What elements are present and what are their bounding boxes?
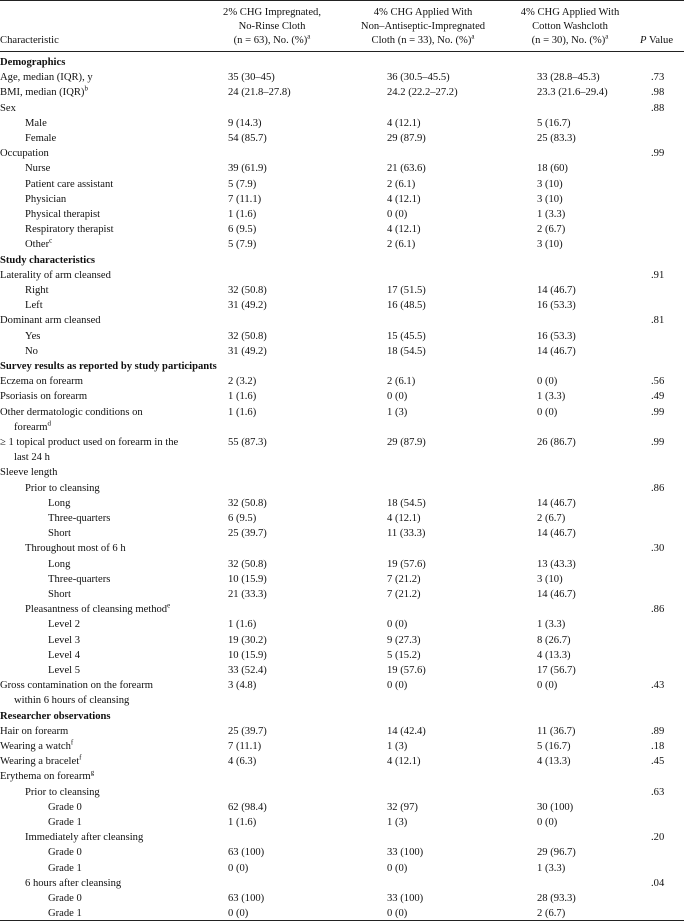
cell-4pct-chg-non-antiseptic-cloth: 4 (12.1) [387,513,421,524]
cell-2pct-chg-cloth: 32 (50.8) [228,330,267,342]
table-header [0,0,684,52]
cell-2pct-chg-cloth: 1 (1.6) [228,619,257,631]
row-label: Demographics [0,57,66,68]
cell-p-value: .89 [651,725,665,737]
table-row [0,161,684,176]
cell-2pct-chg-cloth: 1 (1.6) [228,817,257,828]
table-row [0,222,684,237]
table-row [0,739,684,754]
cell-2pct-chg-cloth: 39 (61.9) [228,163,267,175]
table-row [0,587,684,602]
cell-p-value: .30 [651,543,665,555]
row-label: Eczema on forearm [0,376,83,388]
row-label: Other dermatologic conditions on forearm$^d$ [0,406,143,433]
cell-2pct-chg-cloth: 7 (11.1) [228,193,262,205]
cell-2pct-chg-cloth: 35 (30–45) [228,72,275,84]
row-label: Left [25,300,43,312]
cell-2pct-chg-cloth: 3 (4.8) [228,680,257,692]
cell-2pct-chg-cloth: 33 (52.4) [228,665,267,676]
cell-4pct-chg-cotton-washcloth: 0 (0) [537,680,558,692]
cell-4pct-chg-cotton-washcloth: 14 (46.7) [537,589,576,600]
cell-4pct-chg-non-antiseptic-cloth: 0 (0) [387,391,408,403]
table-row [0,465,684,480]
row-label: Level 5 [48,665,81,676]
cell-4pct-chg-cotton-washcloth: 1 (3.3) [537,862,566,874]
row-label: Prior to cleansing [25,482,100,494]
cell-p-value: .63 [651,786,665,798]
cell-p-value: .73 [651,72,665,84]
table-row [0,496,684,511]
cell-2pct-chg-cloth: 1 (1.6) [228,391,257,403]
cell-2pct-chg-cloth: 0 (0) [228,908,249,920]
cell-4pct-chg-cotton-washcloth: 29 (96.7) [537,847,576,859]
cell-4pct-chg-non-antiseptic-cloth: 4 (12.1) [387,193,421,205]
table-row [0,526,684,541]
row-label: Grade 0 [48,847,82,859]
row-label: Erythema on forearm$^g$ [0,768,95,783]
row-label: Laterality of arm cleansed [0,269,111,281]
row-label: Pleasantness of cleansing method$^e$ [25,601,171,616]
header-col-4pct-chg-non-antiseptic-cloth: 4% CHG Applied With Non–Antiseptic-Impregnated Cloth (n = 33), No. (%)$^a$ [360,7,486,46]
row-label: Right [25,285,49,296]
cell-4pct-chg-cotton-washcloth: 3 (10) [537,239,563,251]
cell-4pct-chg-cotton-washcloth: 1 (3.3) [537,209,566,220]
section-header-row [0,55,684,70]
cell-2pct-chg-cloth: 2 (3.2) [228,376,257,388]
cell-p-value: .04 [651,877,665,889]
row-label: Dominant arm cleansed [0,315,101,327]
table-row [0,298,684,313]
header-p-value: P Value [640,35,674,46]
row-label: Level 3 [48,634,81,646]
cell-p-value: .99 [651,406,665,418]
cell-2pct-chg-cloth: 6 (9.5) [228,224,257,236]
cell-2pct-chg-cloth: 63 (100) [228,847,265,859]
cell-4pct-chg-cotton-washcloth: 17 (56.7) [537,665,576,676]
cell-4pct-chg-cotton-washcloth: 25 (83.3) [537,133,576,144]
cell-4pct-chg-cotton-washcloth: 3 (10) [537,178,563,190]
cell-4pct-chg-cotton-washcloth: 14 (46.7) [537,497,576,509]
cell-2pct-chg-cloth: 1 (1.6) [228,406,257,418]
table-bottom-rule [0,920,684,921]
cell-p-value: .18 [651,741,665,752]
table-row [0,146,684,161]
row-label: Survey results as reported by study participants [0,361,217,372]
table-row [0,313,684,328]
row-label: Hair on forearm [0,725,69,737]
table-row [0,511,684,526]
row-label: Patient care assistant [25,178,114,190]
row-label: Psoriasis on forearm [0,391,88,403]
table-row [0,633,684,648]
cell-2pct-chg-cloth: 55 (87.3) [228,437,267,448]
cell-2pct-chg-cloth: 63 (100) [228,893,265,904]
cell-4pct-chg-cotton-washcloth: 5 (16.7) [537,741,571,752]
cell-4pct-chg-non-antiseptic-cloth: 1 (3) [387,406,408,418]
cell-4pct-chg-cotton-washcloth: 1 (3.3) [537,391,566,403]
table-row [0,374,684,389]
cell-4pct-chg-non-antiseptic-cloth: 16 (48.5) [387,300,426,312]
cell-p-value: .81 [651,315,665,327]
cell-4pct-chg-cotton-washcloth: 4 (13.3) [537,756,571,768]
cell-2pct-chg-cloth: 62 (98.4) [228,801,267,813]
row-label: Respiratory therapist [25,224,114,236]
header-characteristic: Characteristic [0,35,59,46]
cell-4pct-chg-cotton-washcloth: 13 (43.3) [537,558,576,570]
cell-4pct-chg-non-antiseptic-cloth: 2 (6.1) [387,376,416,388]
cell-2pct-chg-cloth: 10 (15.9) [228,649,267,661]
table-row [0,435,684,465]
row-label: No [25,345,38,357]
cell-2pct-chg-cloth: 32 (50.8) [228,497,267,509]
cell-p-value: .99 [651,148,665,160]
table-row [0,405,684,435]
table-row [0,177,684,192]
row-label: Immediately after cleansing [25,832,144,844]
table-row [0,70,684,85]
table-row [0,663,684,678]
cell-4pct-chg-non-antiseptic-cloth: 18 (54.5) [387,345,426,357]
cell-4pct-chg-cotton-washcloth: 16 (53.3) [537,330,576,342]
table-row [0,602,684,617]
table-row [0,481,684,496]
row-label: Yes [25,330,41,342]
table-row [0,207,684,222]
table-row [0,557,684,572]
cell-p-value: .99 [651,437,665,448]
cell-4pct-chg-non-antiseptic-cloth: 0 (0) [387,908,408,920]
cell-2pct-chg-cloth: 4 (6.3) [228,756,257,768]
table-row [0,861,684,876]
cell-p-value: .43 [651,680,665,692]
cell-4pct-chg-cotton-washcloth: 3 (10) [537,573,563,585]
row-label: Study characteristics [0,254,96,266]
row-label: Wearing a bracelet$^f$ [0,753,82,768]
cell-p-value: .91 [651,269,665,281]
cell-4pct-chg-cotton-washcloth: 8 (26.7) [537,634,571,646]
cell-p-value: .49 [651,391,665,403]
cell-2pct-chg-cloth: 19 (30.2) [228,634,267,646]
row-label: Level 2 [48,619,81,631]
cell-4pct-chg-cotton-washcloth: 16 (53.3) [537,300,576,312]
cell-4pct-chg-cotton-washcloth: 14 (46.7) [537,528,576,540]
table-row [0,785,684,800]
cell-2pct-chg-cloth: 25 (39.7) [228,725,267,737]
table-row [0,541,684,556]
table-row [0,237,684,252]
cell-4pct-chg-non-antiseptic-cloth: 4 (12.1) [387,756,421,768]
cell-4pct-chg-non-antiseptic-cloth: 7 (21.2) [387,573,421,585]
cell-4pct-chg-non-antiseptic-cloth: 19 (57.6) [387,665,426,676]
row-label: Gross contamination on the forearm within 6 hours of cleansing [0,680,153,707]
row-label: 6 hours after cleansing [25,877,122,889]
row-label: Sex [0,102,16,114]
cell-4pct-chg-non-antiseptic-cloth: 19 (57.6) [387,558,426,570]
cell-4pct-chg-non-antiseptic-cloth: 1 (3) [387,741,408,752]
row-label: ≥ 1 topical product used on forearm in the last 24 h [0,437,179,464]
cell-2pct-chg-cloth: 31 (49.2) [228,345,267,357]
cell-4pct-chg-cotton-washcloth: 3 (10) [537,193,563,205]
cell-2pct-chg-cloth: 54 (85.7) [228,133,267,144]
cell-2pct-chg-cloth: 32 (50.8) [228,285,267,296]
section-header-row [0,709,684,724]
table-row [0,101,684,116]
table-row [0,876,684,891]
cell-4pct-chg-non-antiseptic-cloth: 2 (6.1) [387,239,416,251]
cell-2pct-chg-cloth: 24 (21.8–27.8) [228,87,291,99]
row-label: Occupation [0,148,49,160]
table-row [0,891,684,906]
cell-p-value: .20 [651,832,665,844]
row-label: Male [25,117,47,129]
cell-4pct-chg-non-antiseptic-cloth: 29 (87.9) [387,437,426,448]
cell-p-value: .56 [651,376,665,388]
cell-4pct-chg-cotton-washcloth: 0 (0) [537,817,558,828]
row-label: BMI, median (IQR)$^b$ [0,84,88,99]
row-label: Grade 0 [48,893,82,904]
table-row [0,344,684,359]
cell-p-value: .45 [651,756,665,768]
cell-4pct-chg-non-antiseptic-cloth: 11 (33.3) [387,528,426,540]
row-label: Physician [25,193,67,205]
table-row [0,85,684,100]
row-label: Female [25,133,57,144]
table-row [0,131,684,146]
row-label: Grade 1 [48,908,82,920]
row-label: Throughout most of 6 h [25,543,126,555]
cell-2pct-chg-cloth: 5 (7.9) [228,239,257,251]
table-row [0,724,684,739]
section-header-row [0,253,684,268]
cell-2pct-chg-cloth: 6 (9.5) [228,513,257,524]
table-row [0,800,684,815]
table-row [0,389,684,404]
cell-4pct-chg-non-antiseptic-cloth: 2 (6.1) [387,178,416,190]
cell-4pct-chg-non-antiseptic-cloth: 0 (0) [387,209,408,220]
cell-p-value: .88 [651,102,665,114]
table-row [0,268,684,283]
cell-4pct-chg-cotton-washcloth: 0 (0) [537,376,558,388]
cell-2pct-chg-cloth: 1 (1.6) [228,209,257,220]
cell-4pct-chg-cotton-washcloth: 28 (93.3) [537,893,576,904]
table-row [0,830,684,845]
cell-4pct-chg-cotton-washcloth: 30 (100) [537,801,574,813]
row-label: Long [48,497,71,509]
cell-4pct-chg-cotton-washcloth: 2 (6.7) [537,908,566,920]
row-label: Other$^c$ [25,236,53,251]
cell-p-value: .86 [651,482,665,494]
cell-4pct-chg-cotton-washcloth: 18 (60) [537,163,568,175]
row-label: Sleeve length [0,467,58,479]
table-row [0,192,684,207]
table-row [0,815,684,830]
row-label: Short [48,589,71,600]
cell-4pct-chg-cotton-washcloth: 0 (0) [537,406,558,418]
row-label: Level 4 [48,649,81,661]
table-row [0,283,684,298]
cell-2pct-chg-cloth: 31 (49.2) [228,300,267,312]
row-label: Physical therapist [25,209,101,220]
cell-4pct-chg-non-antiseptic-cloth: 36 (30.5–45.5) [387,72,450,84]
row-label: Prior to cleansing [25,786,100,798]
cell-4pct-chg-non-antiseptic-cloth: 7 (21.2) [387,589,421,600]
table-row [0,329,684,344]
row-label: Short [48,528,71,540]
cell-4pct-chg-non-antiseptic-cloth: 4 (12.1) [387,224,421,236]
row-label: Three-quarters [48,513,111,524]
cell-4pct-chg-cotton-washcloth: 5 (16.7) [537,117,571,129]
cell-2pct-chg-cloth: 5 (7.9) [228,178,257,190]
table-row [0,769,684,784]
cell-2pct-chg-cloth: 10 (15.9) [228,573,267,585]
cell-4pct-chg-cotton-washcloth: 2 (6.7) [537,513,566,524]
cell-4pct-chg-non-antiseptic-cloth: 0 (0) [387,680,408,692]
row-label: Nurse [25,163,51,175]
cell-4pct-chg-non-antiseptic-cloth: 33 (100) [387,893,424,904]
row-label: Age, median (IQR), y [0,72,93,84]
cell-2pct-chg-cloth: 9 (14.3) [228,117,262,129]
cell-p-value: .98 [651,87,665,99]
cell-4pct-chg-non-antiseptic-cloth: 1 (3) [387,817,408,828]
table-row [0,572,684,587]
row-label: Grade 0 [48,801,82,813]
cell-4pct-chg-non-antiseptic-cloth: 17 (51.5) [387,285,426,296]
row-label: Three-quarters [48,573,111,585]
row-label: Grade 1 [48,817,82,828]
header-col-4pct-chg-cotton-washcloth: 4% CHG Applied With Cotton Washcloth (n = 30), No. (%)$^a$ [520,7,620,46]
cell-4pct-chg-non-antiseptic-cloth: 14 (42.4) [387,725,426,737]
cell-p-value: .86 [651,604,665,616]
cell-4pct-chg-non-antiseptic-cloth: 29 (87.9) [387,133,426,144]
cell-4pct-chg-non-antiseptic-cloth: 4 (12.1) [387,117,421,129]
cell-4pct-chg-non-antiseptic-cloth: 5 (15.2) [387,649,421,661]
row-label: Grade 1 [48,862,82,874]
cell-4pct-chg-cotton-washcloth: 33 (28.8–45.3) [537,72,600,84]
cell-4pct-chg-non-antiseptic-cloth: 0 (0) [387,862,408,874]
row-label: Researcher observations [0,710,111,722]
cell-4pct-chg-non-antiseptic-cloth: 32 (97) [387,801,418,813]
table-row [0,648,684,663]
cell-4pct-chg-cotton-washcloth: 14 (46.7) [537,345,576,357]
cell-4pct-chg-cotton-washcloth: 23.3 (21.6–29.4) [537,87,608,99]
cell-4pct-chg-cotton-washcloth: 26 (86.7) [537,437,576,448]
cell-4pct-chg-non-antiseptic-cloth: 24.2 (22.2–27.2) [387,87,458,99]
cell-4pct-chg-non-antiseptic-cloth: 21 (63.6) [387,163,426,175]
cell-4pct-chg-non-antiseptic-cloth: 9 (27.3) [387,634,421,646]
cell-4pct-chg-non-antiseptic-cloth: 33 (100) [387,847,424,859]
cell-4pct-chg-cotton-washcloth: 1 (3.3) [537,619,566,631]
cell-4pct-chg-cotton-washcloth: 4 (13.3) [537,649,571,661]
cell-2pct-chg-cloth: 7 (11.1) [228,741,262,752]
row-label: Wearing a watch$^f$ [0,738,74,752]
cell-2pct-chg-cloth: 0 (0) [228,862,249,874]
cell-4pct-chg-cotton-washcloth: 14 (46.7) [537,285,576,296]
cell-4pct-chg-non-antiseptic-cloth: 18 (54.5) [387,497,426,509]
section-header-row [0,359,684,374]
table-row [0,754,684,769]
row-label: Long [48,558,71,570]
cell-2pct-chg-cloth: 32 (50.8) [228,558,267,570]
cell-4pct-chg-non-antiseptic-cloth: 0 (0) [387,619,408,631]
cell-4pct-chg-cotton-washcloth: 11 (36.7) [537,725,576,737]
cell-2pct-chg-cloth: 21 (33.3) [228,589,267,600]
cell-4pct-chg-cotton-washcloth: 2 (6.7) [537,224,566,236]
table-row [0,116,684,131]
cell-2pct-chg-cloth: 25 (39.7) [228,528,267,540]
table-row [0,617,684,632]
table-row [0,678,684,708]
table-row [0,845,684,860]
header-col-2pct-chg-cloth: 2% CHG Impregnated, No-Rinse Cloth (n = 63), No. (%)$^a$ [223,7,321,46]
cell-4pct-chg-non-antiseptic-cloth: 15 (45.5) [387,330,426,342]
